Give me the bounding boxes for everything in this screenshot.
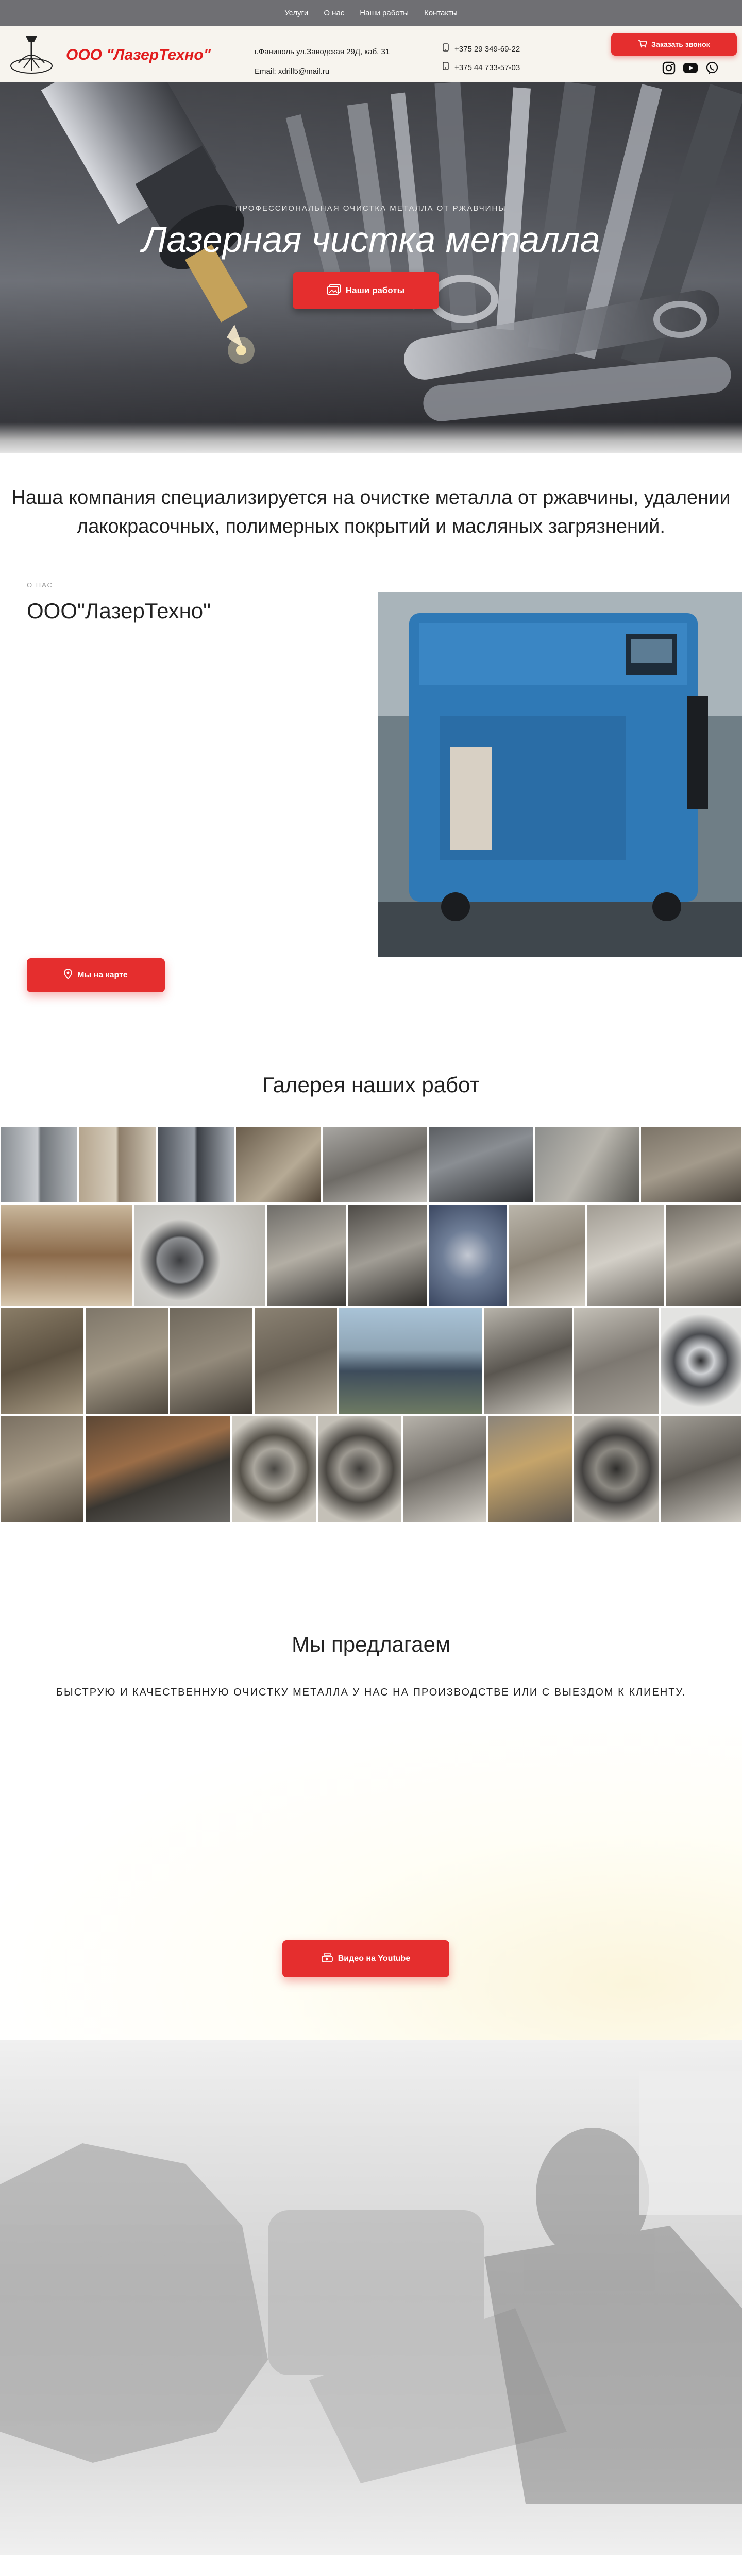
worker-photo — [0, 2040, 742, 2555]
gallery-photo[interactable] — [254, 1307, 338, 1415]
viber-icon[interactable] — [705, 61, 719, 75]
gallery-title: Галерея наших работ — [262, 1073, 480, 1097]
gallery-photo[interactable] — [0, 1415, 85, 1523]
phone-block — [442, 40, 520, 77]
gallery-photo[interactable] — [169, 1307, 254, 1415]
logo-icon[interactable] — [8, 32, 55, 76]
gallery-photo[interactable] — [660, 1307, 742, 1415]
our-works-button[interactable] — [293, 272, 439, 309]
map-button-label: Мы на карте — [77, 971, 128, 979]
gallery-photo[interactable] — [78, 1126, 157, 1204]
offer-background — [0, 1716, 742, 2050]
address-text: г.Фаниполь ул.Заводская 29Д, каб. 31 — [255, 47, 390, 56]
gallery-photo[interactable] — [317, 1415, 402, 1523]
gallery-photo[interactable] — [157, 1126, 235, 1204]
gallery-photo[interactable] — [231, 1415, 317, 1523]
gallery-photo[interactable] — [0, 1126, 78, 1204]
nav-item-services[interactable]: Услуги — [284, 8, 309, 18]
youtube-icon — [322, 1953, 333, 1965]
phone-1-text: +375 29 349-69-22 — [454, 45, 520, 54]
gallery-photo[interactable] — [665, 1204, 742, 1307]
gallery-photo[interactable] — [428, 1204, 508, 1307]
nav-item-about[interactable]: О нас — [324, 8, 345, 18]
youtube-video-label: Видео на Youtube — [338, 1954, 411, 1963]
gallery-photo[interactable] — [508, 1204, 586, 1307]
nav-item-works[interactable]: Наши работы — [360, 8, 409, 18]
about-title: ООО"ЛазерТехно" — [27, 599, 211, 623]
gallery-photo[interactable] — [322, 1126, 428, 1204]
map-button[interactable] — [27, 958, 165, 992]
cart-icon — [638, 40, 647, 49]
phone-icon — [442, 59, 449, 77]
gallery-photo[interactable] — [85, 1307, 169, 1415]
gallery-photo[interactable] — [347, 1204, 428, 1307]
gallery-photo[interactable] — [428, 1126, 534, 1204]
order-call-label: Заказать звонок — [651, 40, 710, 48]
phone-row-1[interactable] — [442, 40, 520, 59]
gallery-photo[interactable] — [640, 1126, 742, 1204]
nav-item-contacts[interactable]: Контакты — [424, 8, 458, 18]
phone-icon — [442, 40, 449, 59]
laser-machine-photo — [378, 592, 742, 957]
gallery-photo[interactable] — [402, 1415, 487, 1523]
gallery-photo[interactable] — [534, 1126, 640, 1204]
company-name[interactable]: ООО "ЛазерТехно" — [66, 46, 211, 63]
instagram-icon[interactable] — [662, 61, 676, 75]
gallery-photo[interactable] — [0, 1307, 85, 1415]
social-links — [662, 61, 719, 75]
location-pin-icon — [64, 969, 72, 982]
our-works-label: Наши работы — [345, 285, 405, 295]
hero-laser-image — [0, 82, 742, 443]
top-nav — [0, 0, 742, 26]
hero-fade — [0, 422, 742, 453]
youtube-video-button[interactable] — [282, 1940, 449, 1977]
gallery-photo[interactable] — [338, 1307, 483, 1415]
gallery-photo[interactable] — [133, 1204, 266, 1307]
gallery-photo[interactable] — [85, 1415, 231, 1523]
offer-subtitle: БЫСТРУЮ И КАЧЕСТВЕННУЮ ОЧИСТКУ МЕТАЛЛА У НАС НА ПРОИЗВОДСТВЕ ИЛИ С ВЫЕЗДОМ К КЛИЕНТУ. — [56, 1687, 686, 1698]
email-text[interactable]: Email: xdrill5@mail.ru — [255, 67, 330, 76]
gallery-photo[interactable] — [0, 1204, 133, 1307]
hero-title: Лазерная чистка металла — [142, 219, 600, 260]
gallery-photo[interactable] — [487, 1415, 573, 1523]
hero-subtitle: ПРОФЕССИОНАЛЬНАЯ ОЧИСТКА МЕТАЛЛА ОТ РЖАВЧИНЫ — [235, 204, 507, 213]
about-label: О НАС — [27, 581, 53, 589]
gallery-photo[interactable] — [660, 1415, 742, 1523]
gallery-icon — [327, 284, 341, 297]
order-call-button[interactable] — [611, 33, 737, 56]
gallery-photo[interactable] — [586, 1204, 665, 1307]
offer-title: Мы предлагаем — [292, 1632, 450, 1656]
hero-banner — [0, 82, 742, 443]
lead-paragraph: Наша компания специализируется на очистке металла от ржавчины, удалении лакокрасочных, полимерных покрытий и масляных загрязнений. — [11, 487, 731, 537]
phone-row-2[interactable] — [442, 59, 520, 77]
gallery-photo[interactable] — [235, 1126, 322, 1204]
gallery-photo[interactable] — [573, 1415, 660, 1523]
phone-2-text: +375 44 733-57-03 — [454, 63, 520, 72]
youtube-icon[interactable] — [683, 61, 698, 75]
gallery-photo[interactable] — [573, 1307, 660, 1415]
gallery-photo[interactable] — [266, 1204, 347, 1307]
contact-address-block — [255, 42, 390, 81]
gallery-photo[interactable] — [483, 1307, 573, 1415]
